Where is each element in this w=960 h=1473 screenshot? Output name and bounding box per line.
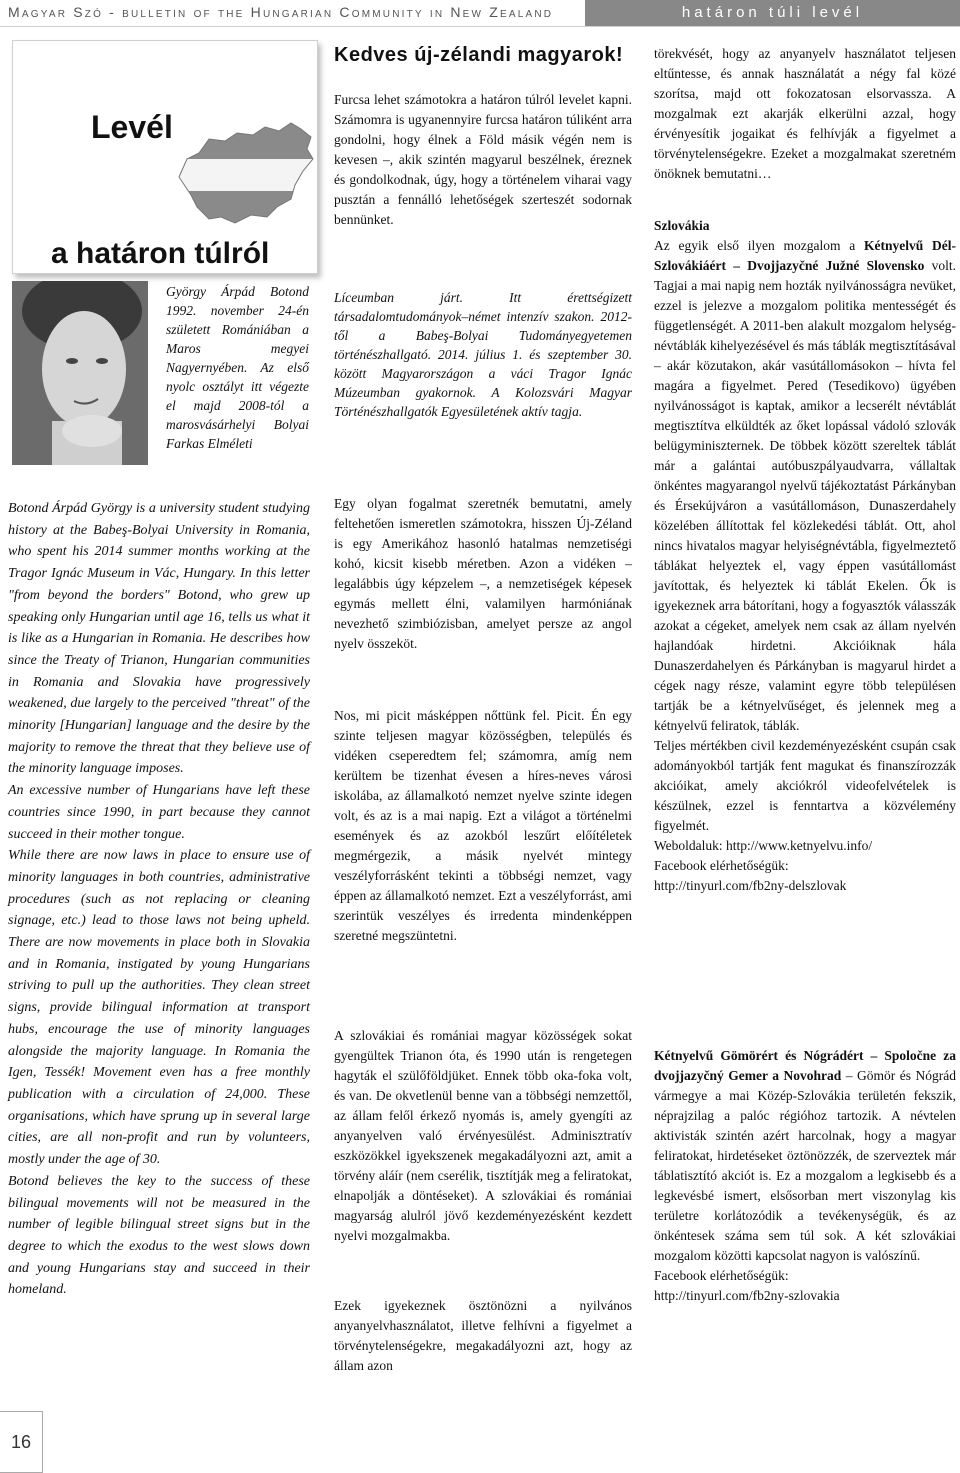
movement-name: Kétnyelvű Gömörért és Nógrádért – Spoločne za dvojjazyčný Gemer a Novohrad: [654, 1048, 956, 1083]
bio-continuation: Líceumban járt. Itt érettségizett társadalomtudományok–német intenzív szakon. 2012-től a Babeş-Bolyai Tudományegyetemen történészhallgató. 2014. július 1. és szeptember 30. között Magyarországon a váci Tragor Ignác Múzeumban gyakornok. A Kolozsvári Magyar Történészhallgatók Egyesületének aktív tagja.: [334, 290, 632, 419]
english-paragraph: While there are now laws in place to ensure use of minority languages in both countries, administrative procedures (such as not replacing or cleaning signage, etc.) lead to those laws not being upheld. There are now movements in place both in Slovakia and in Romania, instigated by young Hungarians striving to pull up the authorities. They clean street signs, provide bilingual information at transport hubs, encourage the use of minority languages alongside the majority language. In Romania the Igen, Tessék! Movement even has a free monthly publication with a circulation of 24,000. These organisations, which have sprung up in several large cities, are all non-profit and run by volunteers, mostly under the age of 30.: [8, 848, 310, 1168]
bulletin-title: Magyar Szó - bulletin of the Hungarian Community in New Zealand: [8, 4, 554, 20]
right-paragraph: törekvését, hogy az anyanyelv használatot teljesen eltűntesse, és annak használatát a négy fal közé szorítsa, majd ott fokozatosan elsorvassza. A mozgalmak ezt akarják elkerülni azzal, hogy érvényesítik jogaikat és felhívják a figyelmet a törvénytelenségekre. Ezeket a mozgalmakat szeretném önöknek bemutatni…: [654, 46, 956, 181]
website-link[interactable]: Weboldaluk: http://www.ketnyelvu.info/: [654, 838, 873, 853]
facebook-label: Facebook elérhetőségük:: [654, 1268, 789, 1283]
title-card: [12, 40, 318, 274]
page-number: 16: [0, 1411, 43, 1473]
english-paragraph: Botond Árpád György is a university student studying history at the Babeş-Bolyai University in Romania, who spent his 2014 summer months working at the Tragor Ignác Museum in Vác, Hungary. In this letter "from beyond the borders" Botond, who grew up speaking only Hungarian until age 16, tells us what it is like as a Hungarian in Romania. He describes how since the Treaty of Trianon, Hungarian communities in Romania and Slovakia have progressively weakened, due largely to the perceived "threat" of the minority [Hungarian] language and the desire by the majority to remove the threat that they believe use of the minority language imposes.: [8, 501, 310, 777]
middle-paragraph: Furcsa lehet számotokra a határon túlról levelet kapni. Számomra is ugyanennyire furcsa határon túliként arra gondolni, hogy élnek a Föld másik végén nem is kevesen –, akik szintén magyarul beszélnek, éreznek és gondolkodnak, úgy, hogy a történelem viharai vagy pusztán a fennálló lehetőségek szerteszét sodornak bennünket.: [334, 92, 632, 227]
facebook-link[interactable]: http://tinyurl.com/fb2ny-delszlovak: [654, 878, 847, 893]
english-paragraph: Botond believes the key to the success of these bilingual movements will not be measured in the number of legible bilingual street signs but in the degree to which the exodus to the west slows down and young Hungarians stay and succeed in their homeland.: [8, 1173, 310, 1298]
middle-paragraph: A szlovákiai és romániai magyar közösségek sokat gyengültek Trianon óta, és 1990 után is rengetegen hagyták el szülőföldjüket. Ennek több oka-foka volt, és van. De okvetlenül benne van a többségi nemzettől, az állam felől érkező nyomás is, amely gyengíti az anyanyelven való érvényesülést. Adminisztratív eszközökkel igyekszenek megakadályozni azt, amit a törvény aláír (nem cserélik, tisztítják meg a feliratokat, elnapolják a döntéseket). A szlovákiai és romániai magyarság alulról jövő kezdeményezésként kezdett nyelvi mozgalmakba.: [334, 1028, 632, 1243]
card-title: Levél: [91, 109, 173, 145]
section-heading: Szlovákia: [654, 218, 710, 233]
right-paragraph: Az egyik első ilyen mozgalom a Kétnyelvű Dél-Szlovákiáért – Dvojjazyčné Južné Slovensko volt. Tagjai a mai napig nem hozták nyilvánosságra nevüket, ezzel is jelezve a mozgalom politika mentességét és függetlenségét. A 2011-ben alakult mozgalom helység-névtáblák kihelyezésével és más táblák megtisztításával – akár közutakon, akár vasútállomásokon – hívta fel magára a figyelmet. Pered (Tesedikovo) ügyében nyilvánosságot is kaptak, amikor a lecserélt névtáblát megtisztítva elküldték az őket lopással vádoló szlovák belügyminiszternek. De többek között szereltek táblát már a galántai autóbuszpályaudvarra, vállaltak önkéntes magyarangol nyelvű tájékoztatást Párkányban és Érsekújváron a vasútállomáson, Dunaszerdahely közelében állítottak fel közlekedési táblát. Ott, ahol nincs hivatalos magyar helyiségnévtábla, figyelmeztető táblákat helyeztek el, vagy éppen vasútállomást javítottak, és helyeztek ki táblát Ekelen. Ők is igyekeznek arra bátorítani, hogy a fogyasztók válasszák azokat a cégeket, amelyek nem csak az állam nyelvén hajlandóak hirdetni. Akcióiknak hála Dunaszerdahelyen és Párkányban is magyarul hirdet a cégek nagy része, valamint egyre több településen tartják be a kétnyelvűséget, és jelennek meg a kétnyelvű feliratok, táblák.: [654, 238, 956, 733]
letter-heading: Kedves új-zélandi magyarok!: [334, 44, 624, 66]
author-photo: [12, 281, 148, 465]
hungary-map-icon: [173, 119, 315, 231]
middle-paragraph: Egy olyan fogalmat szeretnék bemutatni, amely feltehetően ismeretlen számotokra, hisszen Új-Zéland is egy Amerikához hasonló hatalmas nemzetiségi kohó, kicsit kisebb méretben. Azon a vidéken – legalábbis úgy képzelem –, a nemzetiségek képesek egymás mellett élni, valamilyen harmóniának nevezhető szimbiózisban, amelyet persze az angol nyelv összeköt.: [334, 496, 632, 651]
movement-name: Kétnyelvű Dél-Szlovákiáért – Dvojjazyčné Južné Slovensko: [654, 238, 956, 273]
card-subtitle: a határon túlról: [51, 237, 270, 270]
right-paragraph: Kétnyelvű Gömörért és Nógrádért – Spoločne za dvojjazyčný Gemer a Novohrad – Gömör és Nógrád vármegye a mai Közép-Szlovákia területén fekszik, néprajzilag a palóc régióhoz tartozik. A névtelen aktivisták szintén azért harcolnak, hogy a magyar feliratokat, hirdetéseket öztönözzék, de szerveztek már táblatisztító akciót is. Ez a mozgalom a legkisebb és a legkevésbé ismert, elsősorban mert viszonylag kis területre korlátozódik a tevékenységük, és az önkéntesek száma sem túl sok. A két szlovákiai mozgalom közötti kapcsolat nagyon is valószínű.: [654, 1048, 956, 1263]
section-label: határon túli levél: [585, 0, 960, 26]
page-header: [0, 0, 960, 27]
english-paragraph: An excessive number of Hungarians have left these countries since 1990, in part because they cannot succeed in their mother tongue.: [8, 783, 310, 842]
facebook-label: Facebook elérhetőségük:: [654, 858, 789, 873]
middle-paragraph: Ezek igyekeznek ösztönözni a nyilvános anyanyelvhasználatot, illetve felhívni a figyelmet a törvénytelenségekre, megakadályozni azt, hogy az állam azon: [334, 1298, 632, 1373]
author-bio: György Árpád Botond 1992. november 24-én született Romániában a Maros megyei Nagyernyében. Az első nyolc osztályt itt végezte el majd 2008-tól a marosvásárhelyi Bolyai Farkas Elméleti: [166, 284, 309, 451]
slovakia-section: [654, 216, 956, 896]
right-paragraph: Teljes mértékben civil kezdeményezésként csupán csak adományokból tartják fent magukat és finanszírozzák akcióikat, amely akciókról videofelvételek is készülnek, ezzel is fenntartva a közvélemény figyelmét.: [654, 738, 956, 833]
english-summary: [8, 498, 310, 1301]
gomor-section: [654, 1046, 956, 1306]
middle-paragraph: Nos, mi picit másképpen nőttünk fel. Picit. Én egy szinte teljesen magyar közösségben, település és vidéken cseperedtem fel; számomra, amíg nem kerültem be tizenhat évesen a híres-neves városi iskolába, az államalkotó nemzet nyelve szinte idegen volt, és az is a mai napig. Ezt a világot a történelmi események és az azokból leszűrt előítéletek megmérgezik, a másik nyelvét mintegy veszélyforrásként tekinti a többségi nemzet, vagy éppen az államalkotó nemzet. Ezt a veszélyforrást, ami szerintük veszélyes és irredenta mindenképpen szeretné megszüntetni.: [334, 708, 632, 943]
facebook-link[interactable]: http://tinyurl.com/fb2ny-szlovakia: [654, 1288, 840, 1303]
